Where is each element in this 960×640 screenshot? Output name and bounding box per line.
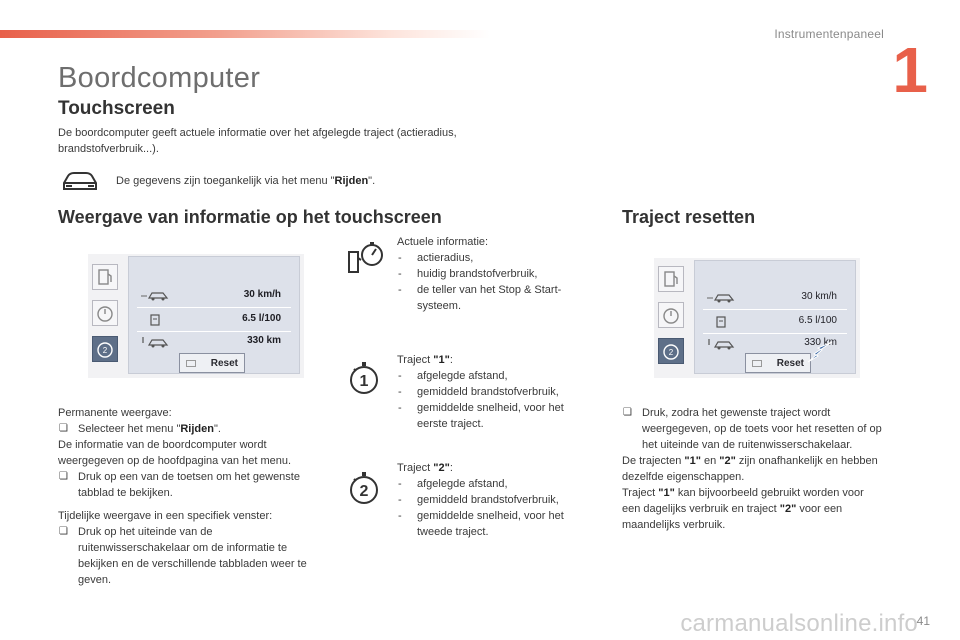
tab-trip[interactable] bbox=[658, 338, 684, 364]
car-distance-icon bbox=[141, 335, 171, 349]
distance-value: 330 km bbox=[804, 337, 837, 348]
car-range-icon bbox=[141, 289, 171, 303]
stopwatch-icon bbox=[659, 303, 683, 327]
reset-button[interactable]: Reset bbox=[745, 353, 811, 373]
list-item: - gemiddeld brandstofverbruik, bbox=[397, 384, 587, 400]
range-row bbox=[129, 285, 299, 307]
trip-2-icon bbox=[348, 470, 380, 506]
tab-stopwatch[interactable] bbox=[658, 302, 684, 328]
stopwatch-icon bbox=[93, 301, 117, 325]
list-item: ❏ Druk op het uiteinde van de ruitenwisserschakelaar om de informatie te bekijken en de verschillende tabbladen weer te geven. bbox=[59, 526, 307, 586]
fuel-stopwatch-icon bbox=[346, 240, 386, 276]
distance-value: 330 km bbox=[247, 335, 281, 346]
reset-heading: Traject resetten bbox=[622, 207, 756, 227]
list-item: - gemiddelde snelheid, voor het tweede traject. bbox=[397, 508, 587, 540]
weergave-heading: Weergave van informatie op het touchscreen bbox=[58, 207, 442, 227]
reset-key-icon bbox=[752, 360, 762, 367]
temporary-display-text: Tijdelijke weergave in een specifiek venster: ❏ Druk op het uiteinde van de ruitenwisserschakelaar om de informatie te bekijken en de verschillende tabbladen weer te geven. bbox=[58, 510, 307, 586]
intro-text: De boordcomputer geeft actuele informatie over het afgelegde traject (actieradius, brandstofverbruik...). bbox=[58, 127, 457, 155]
fuel-pump-icon bbox=[141, 313, 171, 327]
consumption-value: 6.5 l/100 bbox=[242, 313, 281, 324]
list-item: - afgelegde afstand, bbox=[397, 368, 587, 384]
header-accent-bar bbox=[0, 30, 490, 38]
reset-button[interactable]: Reset bbox=[179, 353, 245, 373]
running-head: Instrumentenpaneel bbox=[774, 27, 884, 41]
tab-fuel[interactable] bbox=[658, 266, 684, 292]
bullet-icon: ❏ bbox=[59, 423, 68, 434]
trip-1-icon bbox=[348, 360, 380, 396]
list-item: ❏ Selecteer het menu "Rijden". bbox=[59, 423, 221, 435]
fuel-icon bbox=[93, 265, 117, 289]
distance-row bbox=[129, 331, 299, 353]
reset-key-icon bbox=[186, 360, 196, 367]
svg-text:2: 2 bbox=[668, 348, 674, 357]
divider bbox=[137, 307, 291, 308]
consumption-row bbox=[695, 311, 855, 333]
page-number: 41 bbox=[916, 614, 930, 628]
fuel-icon bbox=[659, 267, 683, 291]
touchscreen-screen-right bbox=[654, 258, 860, 378]
list-item: ❏ Druk, zodra het gewenste traject wordt weergegeven, op de toets voor het resetten of op het uiteinde van de ruitenwisserschakelaar. bbox=[623, 407, 882, 451]
touchscreen-screen-left bbox=[88, 254, 304, 378]
svg-text:2: 2 bbox=[359, 483, 369, 500]
list-item: - gemiddeld brandstofverbruik, bbox=[397, 492, 587, 508]
info-panel bbox=[128, 256, 300, 374]
car-menu-icon bbox=[60, 170, 100, 192]
range-value: 30 km/h bbox=[801, 291, 837, 302]
trip-icon bbox=[659, 339, 683, 363]
list-item: - gemiddelde snelheid, voor het eerste traject. bbox=[397, 400, 587, 432]
consumption-row bbox=[129, 309, 299, 331]
page-title: Boordcomputer bbox=[58, 62, 261, 94]
bullet-icon: ❏ bbox=[59, 471, 68, 482]
car-distance-icon bbox=[707, 337, 737, 351]
svg-text:1: 1 bbox=[359, 373, 369, 390]
fuel-pump-icon bbox=[707, 315, 737, 329]
tab-stopwatch[interactable] bbox=[92, 300, 118, 326]
divider bbox=[703, 309, 847, 310]
bullet-icon: ❏ bbox=[623, 407, 632, 418]
info-block-trip-2: Traject "2": - afgelegde afstand, - gemiddeld brandstofverbruik, - gemiddelde snelheid, voor het tweede traject. bbox=[397, 460, 587, 540]
info-block-current: Actuele informatie: - actieradius, - huidig brandstofverbruik, - de teller van het Stop & Start-systeem. bbox=[397, 234, 587, 314]
consumption-value: 6.5 l/100 bbox=[798, 315, 837, 326]
range-row bbox=[695, 287, 855, 309]
reset-text: ❏ Druk, zodra het gewenste traject wordt weergegeven, op de toets voor het resetten of op het uiteinde van de ruitenwisserschakelaar. De trajecten "1" en "2" zijn onafhankelijk en hebben dezelfde eigenschappen. Traject "1" kan bijvoorbeeld gebruikt worden voor een dagelijks verbruik en traject "2" voor een maandelijks verbruik. bbox=[622, 405, 884, 533]
range-value: 30 km/h bbox=[243, 289, 281, 300]
chapter-number: 1 bbox=[892, 34, 928, 106]
press-arrow-icon bbox=[804, 340, 834, 364]
menu-note: De gegevens zijn toegankelijk via het menu "Rijden". bbox=[116, 175, 376, 187]
list-item: - afgelegde afstand, bbox=[397, 476, 587, 492]
bullet-icon: ❏ bbox=[59, 526, 68, 537]
tab-fuel[interactable] bbox=[92, 264, 118, 290]
touchscreen-heading: Touchscreen bbox=[58, 98, 175, 119]
list-item: - huidig brandstofverbruik, bbox=[397, 266, 587, 282]
trip-icon bbox=[93, 337, 117, 361]
list-item: ❏ Druk op een van de toetsen om het gewenste tabblad te bekijken. bbox=[59, 471, 300, 499]
info-block-trip-1: Traject "1": - afgelegde afstand, - gemiddeld brandstofverbruik, - gemiddelde snelheid, voor het eerste traject. bbox=[397, 352, 587, 432]
svg-text:2: 2 bbox=[102, 346, 108, 355]
car-range-icon bbox=[707, 291, 737, 305]
list-item: - de teller van het Stop & Start-systeem. bbox=[397, 282, 587, 314]
tab-trip[interactable] bbox=[92, 336, 118, 362]
permanent-display-text: Permanente weergave: ❏ Selecteer het menu "Rijden". De informatie van de boordcomputer wordt weergegeven op de hoofdpagina van het menu. ❏ Druk op een van de toetsen om het gewenste tabblad te bekijken. bbox=[58, 405, 328, 501]
list-item: - actieradius, bbox=[397, 250, 587, 266]
watermark: carmanualsonline.info bbox=[680, 610, 918, 637]
